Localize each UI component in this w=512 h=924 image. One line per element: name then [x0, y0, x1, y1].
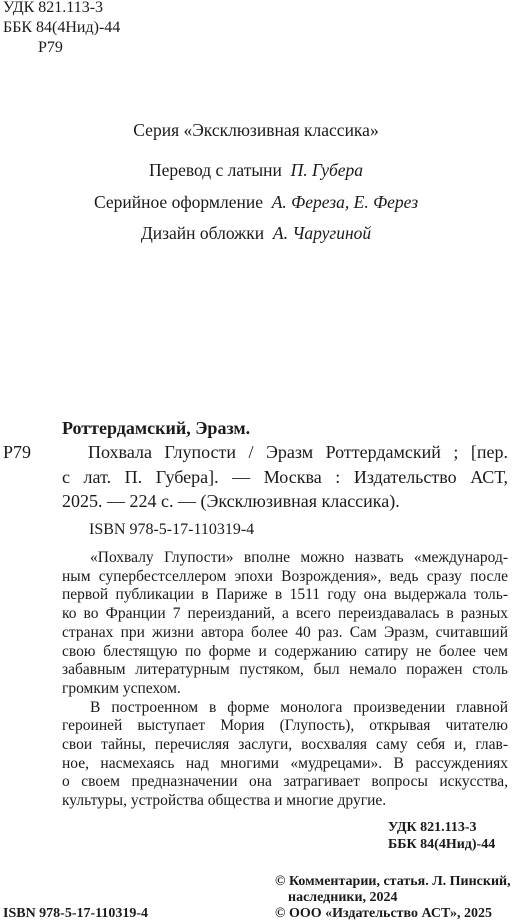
credit-label: Серийное оформление — [93, 192, 263, 212]
annotation-line: ко во Франции 7 переизданий, а всего переиздавалась в разных — [62, 605, 508, 623]
annotation-line: странах при жизни автора более 40 раз. Сам Эразм, считавший — [62, 623, 508, 641]
annotation-line: первой публикации в Париже в 1511 году она выдержала толь- — [62, 586, 508, 604]
annotation-line: ным супербестселлером эпохи Возрождения», ведь сразу после — [62, 567, 508, 585]
annotation-line: свою блестящую по форме и содержанию сатиру не более чем — [62, 642, 508, 660]
annotation-line: культуры, устройства общества и многие другие. — [62, 792, 387, 810]
udk-code: УДК 821.113-3 — [3, 0, 104, 16]
annotation-line: В построенном в форме монолога произведении главной — [90, 698, 508, 716]
bib-author-mark: Р79 — [3, 442, 32, 462]
author-mark: Р79 — [38, 39, 63, 56]
copyright-block — [275, 874, 511, 922]
credit-cover-design — [0, 222, 512, 244]
annotation-line: забавным литературным пустяком, был немало поражен столь — [62, 661, 508, 679]
bottom-bbk: ББК 84(4Нид)-44 — [388, 837, 496, 852]
bbk-code: ББК 84(4Нид)-44 — [3, 19, 121, 36]
annotation — [62, 549, 508, 811]
bibliographic-description — [62, 440, 508, 514]
annotation-line: «Похвалу Глупости» вполне можно назвать «международ- — [90, 549, 508, 566]
credit-name: А. Фереза, Е. Ферез — [271, 192, 419, 212]
annotation-line: героиней выступает Мория (Глупость), открывая читателю — [62, 717, 508, 735]
series-title: Серия «Эксклюзивная классика» — [133, 120, 379, 140]
copyright-line: © Комментарии, статья. Л. Пинский, — [275, 874, 511, 889]
credit-name: П. Губера — [290, 160, 364, 180]
credit-series-design — [0, 191, 512, 213]
copyright-line: наследники, 2024 — [288, 890, 398, 905]
author-heading: Роттердамский, Эразм. — [62, 418, 251, 438]
annotation-line: свои тайны, перечисляя заслуги, восхваляя саму себя и, глав- — [62, 736, 508, 754]
annotation-line: о своем предназначении она затрагивает вопросы искусства, — [62, 773, 508, 791]
bottom-isbn: ISBN 978-5-17-110319-4 — [3, 906, 149, 921]
credit-label: Дизайн обложки — [140, 223, 265, 243]
bib-line: с лат. П. Губера]. — Москва : Издательство АСТ, — [62, 466, 508, 487]
bib-isbn: ISBN 978-5-17-110319-4 — [89, 521, 255, 538]
copyright-line: © ООО «Издательство АСТ», 2025 — [275, 906, 493, 921]
bib-line: Похвала Глупости / Эразм Роттердамский ; [пер. — [88, 442, 508, 462]
bib-line: 2025. — 224 с. — (Эксклюзивная классика). — [62, 491, 400, 511]
bottom-codes — [388, 819, 495, 853]
bottom-udk: УДК 821.113-3 — [388, 820, 477, 835]
credit-label: Перевод с латыни — [148, 160, 282, 180]
annotation-line: громким успехом. — [62, 679, 181, 697]
credit-name: А. Чаругиной — [272, 223, 372, 243]
credit-translation — [0, 159, 512, 181]
annotation-line: ное, насмехаясь над многими «мудрецами». В рассуждениях — [62, 754, 508, 772]
